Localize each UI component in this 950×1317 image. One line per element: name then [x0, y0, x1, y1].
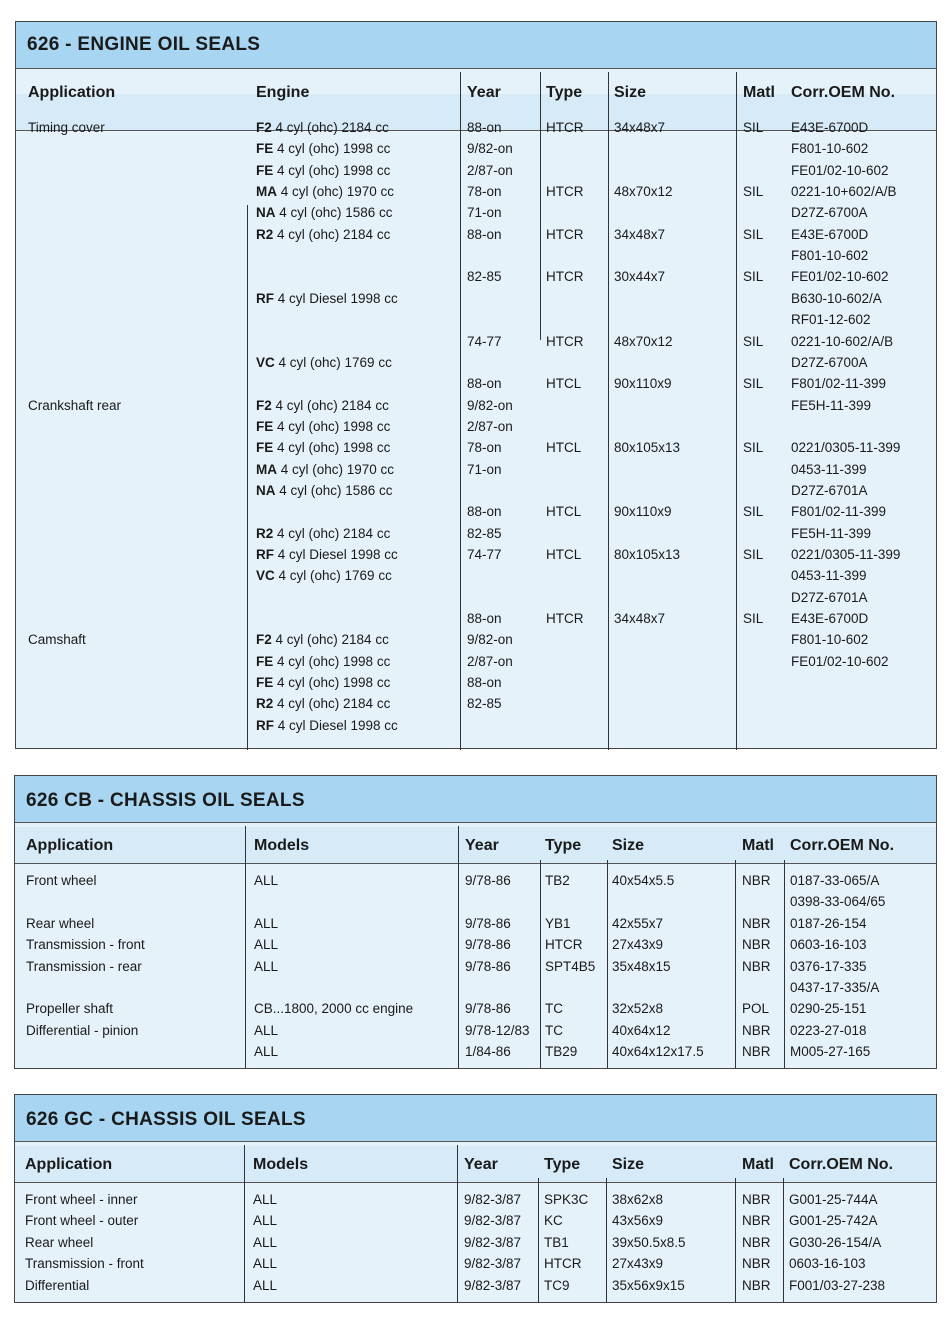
table-cell-size: 30x44x7 [614, 269, 666, 284]
table-cell-year: 74-77 [467, 547, 502, 562]
table-cell-application: Front wheel - outer [25, 1213, 139, 1228]
table-cell-year: 82-85 [467, 269, 502, 284]
table-cell-application: Front wheel [26, 873, 97, 888]
engine-code: R2 [256, 227, 274, 242]
table-cell-type: TC9 [544, 1278, 570, 1293]
table-cell-material: SIL [743, 611, 764, 626]
table-cell-engine: FE 4 cyl (ohc) 1998 cc [256, 654, 391, 669]
table-cell-year: 88-on [467, 227, 502, 242]
column-header-oem-number: Corr.OEM No. [790, 837, 895, 854]
table-cell-engine: VC 4 cyl (ohc) 1769 cc [256, 355, 392, 370]
table-cell-material: SIL [743, 440, 764, 455]
column-header-engine: Engine [256, 84, 310, 101]
table-cell-year: 9/82-3/87 [464, 1256, 522, 1271]
table-cell-size: 34x48x7 [614, 227, 666, 242]
table-cell-application: Camshaft [28, 632, 86, 647]
table-cell-application: Crankshaft rear [28, 398, 122, 413]
table-cell-oem-number: M005-27-165 [790, 1044, 871, 1059]
table-cell-size: 43x56x9 [612, 1213, 664, 1228]
table-cell-size: 90x110x9 [614, 504, 672, 519]
column-divider [540, 72, 541, 340]
table-cell-oem-number: F801-10-602 [791, 632, 869, 647]
table-cell-models: CB...1800, 2000 cc engine [254, 1001, 414, 1016]
column-divider [458, 826, 459, 1068]
table-cell-year: 2/87-on [467, 654, 513, 669]
table-cell-size: 34x48x7 [614, 611, 666, 626]
table-cell-oem-number: D27Z-6700A [791, 355, 868, 370]
table-cell-material: NBR [742, 1192, 771, 1207]
table-cell-year: 9/82-on [467, 398, 513, 413]
table-cell-type: HTCR [546, 611, 584, 626]
engine-code: R2 [256, 526, 274, 541]
table-cell-oem-number: G001-25-744A [789, 1192, 878, 1207]
table-cell-models: ALL [254, 873, 279, 888]
engine-code: FE [256, 654, 274, 669]
table-cell-size: 40x54x5.5 [612, 873, 675, 888]
table-cell-size: 40x64x12x17.5 [612, 1044, 704, 1059]
table-cell-material: NBR [742, 1213, 771, 1228]
table-cell-engine: F2 4 cyl (ohc) 2184 cc [256, 398, 389, 413]
table-cell-year: 9/78-86 [465, 873, 511, 888]
column-divider [460, 72, 461, 750]
table-cell-type: HTCL [546, 440, 582, 455]
engine-code: FE [256, 675, 274, 690]
table-cell-oem-number: F801/02-11-399 [791, 376, 887, 391]
column-header-application: Application [28, 84, 116, 101]
column-header-application: Application [25, 1156, 113, 1173]
table-cell-oem-number: B630-10-602/A [791, 291, 882, 306]
table-cell-engine: VC 4 cyl (ohc) 1769 cc [256, 568, 392, 583]
engine-code: FE [256, 419, 274, 434]
table-cell-application: Rear wheel [26, 916, 95, 931]
table-cell-oem-number: D27Z-6700A [791, 205, 868, 220]
column-divider [784, 860, 785, 1068]
table-cell-type: HTCR [546, 334, 584, 349]
table-cell-oem-number: F801-10-602 [791, 248, 869, 263]
column-divider [783, 1178, 784, 1302]
engine-code: NA [256, 483, 276, 498]
section-title: 626 GC - CHASSIS OIL SEALS [15, 1095, 936, 1142]
table-cell-models: ALL [254, 959, 279, 974]
table-cell-material: SIL [743, 227, 764, 242]
table-cell-models: ALL [254, 1044, 279, 1059]
table-cell-year: 9/78-86 [465, 1001, 511, 1016]
engine-code: FE [256, 440, 274, 455]
table-cell-year: 74-77 [467, 334, 502, 349]
table-cell-oem-number: 0221-10+602/A/B [791, 184, 897, 199]
table-cell-oem-number: FE5H-11-399 [791, 398, 872, 413]
column-divider [244, 1145, 245, 1302]
table-cell-size: 42x55x7 [612, 916, 664, 931]
column-divider [735, 860, 736, 1068]
column-divider [247, 205, 248, 750]
table-cell-size: 38x62x8 [612, 1192, 664, 1207]
column-header-oem-number: Corr.OEM No. [791, 84, 896, 101]
table-cell-engine: FE 4 cyl (ohc) 1998 cc [256, 419, 391, 434]
table-cell-material: NBR [742, 873, 771, 888]
table-cell-oem-number: 0453-11-399 [791, 462, 867, 477]
column-header-type: Type [546, 84, 583, 101]
table-cell-year: 9/78-12/83 [465, 1023, 530, 1038]
table-cell-oem-number: 0603-16-103 [790, 937, 867, 952]
table-cell-material: NBR [742, 1278, 771, 1293]
table-cell-year: 9/82-on [467, 632, 513, 647]
table-cell-type: HTCR [545, 937, 583, 952]
table-cell-size: 90x110x9 [614, 376, 672, 391]
table-cell-oem-number: G030-26-154/A [789, 1235, 882, 1250]
table-cell-year: 78-on [467, 440, 502, 455]
table-cell-type: HTCR [546, 269, 584, 284]
table-cell-oem-number: E43E-6700D [791, 120, 869, 135]
column-divider [736, 72, 737, 750]
table-cell-application: Rear wheel [25, 1235, 94, 1250]
table-cell-oem-number: 0223-27-018 [790, 1023, 867, 1038]
column-header-application: Application [26, 837, 114, 854]
table-cell-application: Differential - pinion [26, 1023, 139, 1038]
table-cell-engine: RF 4 cyl Diesel 1998 cc [256, 547, 398, 562]
table-cell-oem-number: RF01-12-602 [791, 312, 871, 327]
table-cell-size: 80x105x13 [614, 440, 681, 455]
table-cell-material: SIL [743, 269, 764, 284]
table-cell-engine: FE 4 cyl (ohc) 1998 cc [256, 440, 391, 455]
table-cell-application: Differential [25, 1278, 90, 1293]
table-cell-engine: NA 4 cyl (ohc) 1586 cc [256, 205, 393, 220]
table-cell-year: 88-on [467, 504, 502, 519]
table-cell-year: 88-on [467, 611, 502, 626]
table-cell-type: HTCR [546, 120, 584, 135]
table-cell-oem-number: FE01/02-10-602 [791, 163, 889, 178]
table-cell-year: 2/87-on [467, 419, 513, 434]
column-divider [607, 860, 608, 1068]
table-cell-type: TB2 [545, 873, 570, 888]
engine-code: FE [256, 141, 274, 156]
table-cell-engine: R2 4 cyl (ohc) 2184 cc [256, 526, 391, 541]
table-cell-models: ALL [253, 1235, 278, 1250]
table-cell-oem-number: 0290-25-151 [790, 1001, 867, 1016]
table-cell-engine: F2 4 cyl (ohc) 2184 cc [256, 120, 389, 135]
engine-code: VC [256, 568, 275, 583]
table-cell-year: 9/82-3/87 [464, 1192, 522, 1207]
table-cell-size: 39x50.5x8.5 [612, 1235, 686, 1250]
column-header-models: Models [254, 837, 310, 854]
engine-code: RF [256, 547, 274, 562]
table-cell-size: 27x43x9 [612, 1256, 664, 1271]
table-cell-oem-number: E43E-6700D [791, 227, 869, 242]
column-header-type: Type [544, 1156, 581, 1173]
table-cell-year: 9/78-86 [465, 937, 511, 952]
table-cell-type: HTCR [546, 227, 584, 242]
column-header-size: Size [612, 837, 645, 854]
table-cell-material: NBR [742, 1256, 771, 1271]
table-cell-year: 71-on [467, 205, 502, 220]
table-cell-engine: R2 4 cyl (ohc) 2184 cc [256, 696, 391, 711]
column-divider [608, 72, 609, 750]
table-cell-engine: MA 4 cyl (ohc) 1970 cc [256, 184, 395, 199]
table-cell-type: HTCL [546, 504, 582, 519]
table-cell-oem-number: 0221-10-602/A/B [791, 334, 894, 349]
engine-code: MA [256, 184, 277, 199]
column-header-size: Size [612, 1156, 645, 1173]
table-cell-engine: FE 4 cyl (ohc) 1998 cc [256, 163, 391, 178]
table-cell-material: NBR [742, 959, 771, 974]
column-header-models: Models [253, 1156, 309, 1173]
engine-code: NA [256, 205, 276, 220]
table-cell-material: SIL [743, 504, 764, 519]
table-cell-type: HTCL [546, 376, 582, 391]
table-cell-size: 80x105x13 [614, 547, 681, 562]
table-cell-material: NBR [742, 1044, 771, 1059]
table-cell-oem-number: E43E-6700D [791, 611, 869, 626]
table-cell-oem-number: F801/02-11-399 [791, 504, 887, 519]
table-cell-oem-number: FE5H-11-399 [791, 526, 872, 541]
table-cell-material: NBR [742, 916, 771, 931]
table-cell-size: 48x70x12 [614, 184, 673, 199]
table-cell-models: ALL [253, 1256, 278, 1271]
engine-code: VC [256, 355, 275, 370]
column-divider [457, 1145, 458, 1302]
table-cell-engine: R2 4 cyl (ohc) 2184 cc [256, 227, 391, 242]
table-cell-models: ALL [253, 1278, 278, 1293]
table-cell-oem-number: D27Z-6701A [791, 483, 868, 498]
table-cell-year: 9/82-3/87 [464, 1235, 522, 1250]
table-cell-application: Propeller shaft [26, 1001, 114, 1016]
table-cell-models: ALL [254, 1023, 279, 1038]
table-cell-material: SIL [743, 120, 764, 135]
column-header-size: Size [614, 84, 647, 101]
column-header-type: Type [545, 837, 582, 854]
table-cell-size: 32x52x8 [612, 1001, 664, 1016]
table-cell-type: SPT4B5 [545, 959, 596, 974]
table-cell-models: ALL [253, 1192, 278, 1207]
table-cell-year: 9/82-on [467, 141, 513, 156]
column-divider [538, 1178, 539, 1302]
table-cell-models: ALL [254, 916, 279, 931]
table-cell-size: 40x64x12 [612, 1023, 671, 1038]
column-header-year: Year [464, 1156, 498, 1173]
column-divider [606, 1178, 607, 1302]
table-cell-size: 27x43x9 [612, 937, 664, 952]
table-cell-engine: FE 4 cyl (ohc) 1998 cc [256, 675, 391, 690]
table-cell-oem-number: FE01/02-10-602 [791, 269, 889, 284]
table-cell-oem-number: 0453-11-399 [791, 568, 867, 583]
section-title: 626 CB - CHASSIS OIL SEALS [15, 776, 936, 823]
table-cell-type: TB1 [544, 1235, 569, 1250]
table-cell-engine: NA 4 cyl (ohc) 1586 cc [256, 483, 393, 498]
table-cell-engine: FE 4 cyl (ohc) 1998 cc [256, 141, 391, 156]
table-cell-oem-number: 0398-33-064/65 [790, 894, 886, 909]
table-cell-engine: MA 4 cyl (ohc) 1970 cc [256, 462, 395, 477]
column-header-year: Year [465, 837, 499, 854]
table-cell-oem-number: 0376-17-335 [790, 959, 867, 974]
table-cell-type: TB29 [545, 1044, 578, 1059]
table-cell-oem-number: 0603-16-103 [789, 1256, 866, 1271]
table-cell-application: Front wheel - inner [25, 1192, 138, 1207]
table-cell-oem-number: G001-25-742A [789, 1213, 878, 1228]
table-cell-year: 9/82-3/87 [464, 1213, 522, 1228]
table-cell-engine: F2 4 cyl (ohc) 2184 cc [256, 632, 389, 647]
table-cell-year: 88-on [467, 376, 502, 391]
table-cell-year: 9/82-3/87 [464, 1278, 522, 1293]
table-cell-year: 9/78-86 [465, 916, 511, 931]
engine-code: FE [256, 163, 274, 178]
table-cell-type: HTCR [546, 184, 584, 199]
table-cell-models: ALL [253, 1213, 278, 1228]
engine-code: F2 [256, 632, 272, 647]
table-cell-application: Transmission - rear [26, 959, 142, 974]
table-cell-engine: RF 4 cyl Diesel 1998 cc [256, 718, 398, 733]
table-cell-material: SIL [743, 334, 764, 349]
table-cell-size: 48x70x12 [614, 334, 673, 349]
table-cell-year: 1/84-86 [465, 1044, 511, 1059]
table-cell-models: ALL [254, 937, 279, 952]
table-cell-size: 35x48x15 [612, 959, 671, 974]
column-header-material: Matl [743, 84, 775, 101]
table-cell-material: POL [742, 1001, 770, 1016]
table-cell-engine: RF 4 cyl Diesel 1998 cc [256, 291, 398, 306]
column-header-oem-number: Corr.OEM No. [789, 1156, 894, 1173]
table-cell-year: 2/87-on [467, 163, 513, 178]
table-cell-type: SPK3C [544, 1192, 589, 1207]
table-cell-material: NBR [742, 1235, 771, 1250]
table-cell-type: HTCL [546, 547, 582, 562]
table-cell-oem-number: FE01/02-10-602 [791, 654, 889, 669]
table-cell-material: SIL [743, 547, 764, 562]
table-cell-oem-number: 0187-26-154 [790, 916, 867, 931]
column-divider [735, 1178, 736, 1302]
engine-code: R2 [256, 696, 274, 711]
table-cell-material: SIL [743, 376, 764, 391]
table-cell-oem-number: 0221/0305-11-399 [791, 547, 901, 562]
table-cell-material: NBR [742, 1023, 771, 1038]
table-cell-oem-number: F801-10-602 [791, 141, 869, 156]
column-header-material: Matl [742, 1156, 774, 1173]
column-divider [540, 860, 541, 1068]
table-cell-year: 82-85 [467, 526, 502, 541]
column-header-year: Year [467, 84, 501, 101]
table-cell-application: Transmission - front [25, 1256, 144, 1271]
table-cell-material: NBR [742, 937, 771, 952]
table-cell-type: YB1 [545, 916, 571, 931]
column-divider [245, 826, 246, 1068]
table-cell-type: TC [545, 1023, 563, 1038]
table-cell-size: 35x56x9x15 [612, 1278, 685, 1293]
table-cell-application: Transmission - front [26, 937, 145, 952]
table-cell-oem-number: 0221/0305-11-399 [791, 440, 901, 455]
engine-code: F2 [256, 398, 272, 413]
table-cell-material: SIL [743, 184, 764, 199]
column-header-material: Matl [742, 837, 774, 854]
table-cell-year: 82-85 [467, 696, 502, 711]
table-cell-application: Timing cover [28, 120, 105, 135]
table-cell-oem-number: F001/03-27-238 [789, 1278, 886, 1293]
table-cell-oem-number: D27Z-6701A [791, 590, 868, 605]
engine-code: F2 [256, 120, 272, 135]
engine-code: RF [256, 718, 274, 733]
table-cell-size: 34x48x7 [614, 120, 666, 135]
table-cell-year: 88-on [467, 120, 502, 135]
table-cell-oem-number: 0187-33-065/A [790, 873, 880, 888]
engine-code: RF [256, 291, 274, 306]
table-cell-type: TC [545, 1001, 563, 1016]
table-cell-type: HTCR [544, 1256, 582, 1271]
table-cell-year: 9/78-86 [465, 959, 511, 974]
section-title: 626 - ENGINE OIL SEALS [16, 22, 936, 69]
table-cell-type: KC [544, 1213, 563, 1228]
table-cell-year: 78-on [467, 184, 502, 199]
table-cell-year: 71-on [467, 462, 502, 477]
table-cell-year: 88-on [467, 675, 502, 690]
engine-code: MA [256, 462, 277, 477]
table-cell-oem-number: 0437-17-335/A [790, 980, 880, 995]
